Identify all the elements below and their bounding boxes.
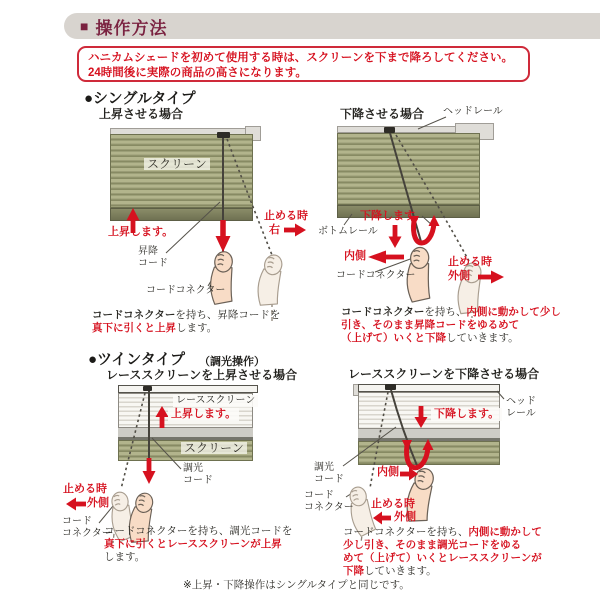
rise-label: 上昇します。 [168, 408, 239, 421]
diagram-heading: 下降させる場合 [340, 107, 425, 121]
caption-single-lower: コードコネクターを持ち、内側に動かして少し 引き、そのまま昇降コードをゆるめて （上げて）いくと下降していきます。 [341, 306, 561, 344]
screen-label: スクリーン [144, 158, 210, 170]
header-bar [64, 13, 600, 39]
fall-label: 下降します。 [431, 408, 502, 421]
warning-line2: 24時間後に実際の商品の高さになります。 [88, 67, 307, 79]
down-arrow-icon [415, 406, 428, 428]
stop-label: 止める時 [63, 483, 107, 495]
twin-type-title: ●ツインタイプ [88, 351, 185, 368]
cord-connector-shape [217, 132, 230, 138]
page-title: 操作方法 [95, 18, 168, 38]
stop-direction-label: 外側 [87, 497, 109, 509]
cord-pointer-line [343, 427, 396, 466]
lace-screen-label: レーススクリーン [173, 395, 258, 407]
hand-primary [208, 250, 239, 306]
loop-up-arrowhead [423, 439, 434, 450]
stop-label: 止める時 [264, 210, 308, 222]
connector-label: コードコネクター [336, 270, 416, 281]
down-arrow-icon [143, 458, 156, 484]
dimmer-cord-label: 調光 コード [183, 463, 213, 486]
diagram-twin-raise [55, 348, 310, 576]
warning-box [77, 46, 530, 82]
left-arrow-icon [66, 498, 86, 511]
stop-direction-label: 右 [269, 224, 280, 236]
right-arrow-icon [478, 271, 504, 284]
headrail-pointer-line [497, 391, 504, 399]
single-type-title: ●シングルタイプ [84, 90, 196, 107]
diagram-twin-lower [300, 348, 600, 600]
right-arrow-icon [284, 224, 306, 237]
twin-type-subtitle: （調光操作） [199, 356, 265, 368]
loop-up-arrowhead [429, 215, 440, 226]
inner-label: 内側 [377, 466, 399, 478]
stop-label: 止める時 [371, 498, 415, 510]
diagram-heading: レーススクリーンを上昇させる場合 [106, 368, 298, 382]
dotted-cord [121, 393, 145, 489]
down-arrow-icon [216, 220, 231, 252]
dotted-cord [227, 139, 272, 255]
warning-line1: ハニカムシェードを初めて使用する時は、スクリーンを下まで降ろしてください。 [88, 52, 514, 64]
stop-direction-label: 外側 [448, 270, 470, 282]
caption-single-raise: コードコネクターを持ち、昇降コードを 真下に引くと上昇します。 [92, 309, 281, 334]
footnote: ※上昇・下降操作はシングルタイプと同じです。 [183, 579, 410, 591]
headrail-label: ヘッドレール [443, 106, 503, 117]
bottomrail-label: ボトムレール [318, 226, 378, 237]
cord-pointer-line [166, 202, 220, 253]
diagram-single-raise [80, 105, 330, 345]
cord-connector-shape [384, 127, 395, 133]
screen-label: スクリーン [181, 442, 247, 454]
stop-label: 止める時 [448, 256, 492, 268]
cord-connector-shape [385, 384, 396, 390]
lift-cord-label: 昇降 コード [138, 246, 168, 269]
hand-secondary [254, 253, 289, 309]
dimmer-cord-label: 調光 コード [314, 462, 344, 485]
header-square-icon: ■ [80, 18, 89, 34]
caption-twin-raise: コードコネクターを持ち、調光コードを 真下に引くとレーススクリーンが上昇 します。 [104, 525, 293, 563]
cord-pointer-line [152, 438, 181, 469]
bottomrail-pointer-line [344, 214, 352, 225]
diagram-heading: 上昇させる場合 [99, 107, 184, 121]
stop-direction-label: 外側 [394, 511, 416, 523]
rise-label: 上昇します。 [108, 226, 174, 238]
connector-label: コードコネクター [146, 285, 226, 296]
connector-label: コード コネクター [62, 516, 112, 539]
dotted-cord [396, 135, 469, 261]
diagram-heading: レーススクリーンを下降させる場合 [348, 367, 540, 381]
fall-label: 下降します。 [360, 210, 426, 222]
left-arrow-icon [368, 251, 404, 264]
down-arrow-icon [389, 225, 402, 248]
headrail-label: ヘッド レール [506, 396, 536, 419]
inner-label: 内側 [344, 250, 366, 262]
left-arrow-icon [373, 512, 391, 525]
caption-twin-lower: コードコネクターを持ち、内側に動かして 少し引き、そのまま調光コードをゆる めて（上げて）いくとレーススクリーンが 下降していきます。 [343, 526, 542, 577]
up-arrow-icon [156, 406, 169, 428]
cord-connector-shape [143, 386, 152, 391]
connector-label: コード コネクター [304, 490, 354, 513]
diagram-single-lower [318, 105, 600, 350]
